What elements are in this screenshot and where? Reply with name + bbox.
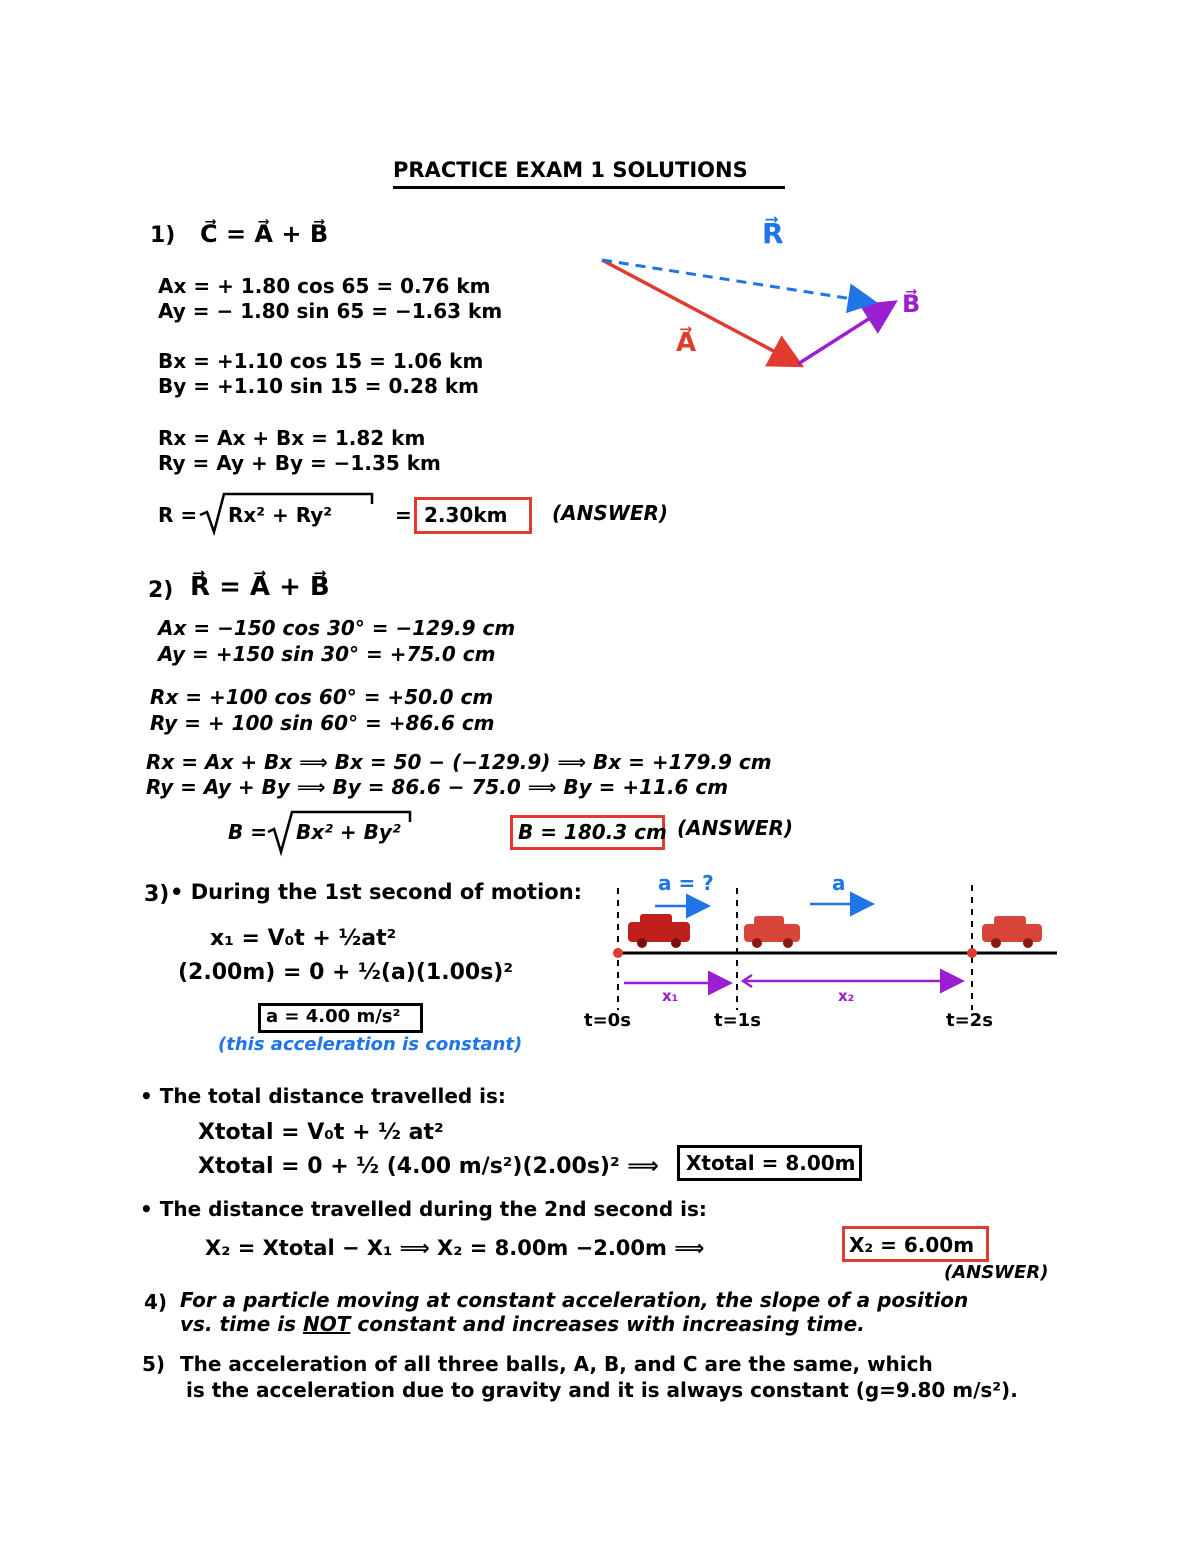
p1-answer-label: (ANSWER) [552, 501, 669, 525]
car-t1 [744, 916, 800, 948]
p3-eq2: (2.00m) = 0 + ½(a)(1.00s)² [178, 960, 513, 985]
vector-R-label: R⃗ [762, 217, 784, 250]
p5-line2: is the acceleration due to gravity and it is always constant (g=9.80 m/s²). [186, 1378, 1018, 1402]
vector-A-label: A⃗ [676, 328, 697, 358]
p2-ax: Ax = −150 cos 30° = −129.9 cm [158, 616, 516, 640]
car-t0 [628, 914, 690, 948]
p2-b-lhs: B = [228, 820, 267, 844]
total-eq2: Xtotal = 0 + ½ (4.00 m/s²)(2.00s)² ⟹ [198, 1154, 659, 1179]
p3-answer: a = 4.00 m/s² [266, 1006, 401, 1027]
p5-line1: The acceleration of all three balls, A, B, and C are the same, which [180, 1352, 933, 1376]
p5-number: 5) [142, 1352, 166, 1376]
time-t1: t=1s [714, 1010, 761, 1031]
p1-equation: C⃗ = A⃗ + B⃗ [200, 220, 329, 248]
p3-eq1: x₁ = V₀t + ½at² [210, 926, 397, 951]
p2-ry: Ry = + 100 sin 60° = +86.6 cm [150, 711, 495, 735]
p4-line1: For a particle moving at constant acceleration, the slope of a position [180, 1288, 969, 1312]
total-answer: Xtotal = 8.00m [686, 1151, 856, 1175]
second-answer: X₂ = 6.00m [849, 1233, 975, 1257]
p1-bx: Bx = +1.10 cos 15 = 1.06 km [158, 349, 484, 373]
p1-r-lhs: R = [158, 503, 198, 527]
time-t0: t=0s [584, 1010, 631, 1031]
p2-answer: B = 180.3 cm [518, 820, 667, 844]
x2-label: x₂ [838, 987, 855, 1005]
accel-unknown-label: a = ? [658, 871, 714, 895]
p3-intro: • During the 1st second of motion: [170, 880, 583, 904]
p1-answer: 2.30km [424, 503, 508, 527]
page-title: PRACTICE EXAM 1 SOLUTIONS [393, 158, 748, 182]
start-dot [613, 948, 623, 958]
total-intro: • The total distance travelled is: [140, 1084, 506, 1108]
p2-number: 2) [148, 578, 174, 603]
p2-rx: Rx = +100 cos 60° = +50.0 cm [150, 685, 494, 709]
p1-ax: Ax = + 1.80 cos 65 = 0.76 km [158, 274, 491, 298]
p2-answer-label: (ANSWER) [677, 816, 794, 840]
p1-ay: Ay = − 1.80 sin 65 = −1.63 km [158, 299, 503, 323]
p4-line2-a: vs. time is [180, 1312, 304, 1336]
p3-number: 3) [144, 882, 170, 907]
second-answer-label: (ANSWER) [944, 1262, 1049, 1283]
p1-by: By = +1.10 sin 15 = 0.28 km [158, 374, 479, 398]
end-dot [967, 948, 977, 958]
accel-label: a [832, 871, 846, 895]
p2-equation: R⃗ = A⃗ + B⃗ [190, 572, 330, 602]
x1-label: x₁ [662, 987, 679, 1005]
time-t2: t=2s [946, 1010, 993, 1031]
p3-note: (this acceleration is constant) [218, 1034, 523, 1055]
p2-line2: Ry = Ay + By ⟹ By = 86.6 − 75.0 ⟹ By = +11.6 cm [146, 775, 729, 799]
second-eq: X₂ = Xtotal − X₁ ⟹ X₂ = 8.00m −2.00m ⟹ [205, 1236, 705, 1260]
p4-line2 [180, 1314, 865, 1334]
p2-b-radicand: Bx² + By² [296, 820, 401, 844]
p1-r-equals: = [395, 503, 412, 527]
p2-ay: Ay = +150 sin 30° = +75.0 cm [158, 642, 496, 666]
p1-r-radicand: Rx² + Ry² [228, 503, 333, 527]
car-t2 [982, 916, 1042, 948]
p2-line1: Rx = Ax + Bx ⟹ Bx = 50 − (−129.9) ⟹ Bx = +179.9 cm [146, 750, 772, 774]
vector-B-label: B⃗ [902, 290, 921, 318]
p4-line2-c: constant and increases with increasing time. [350, 1312, 865, 1336]
second-intro: • The distance travelled during the 2nd second is: [140, 1197, 707, 1221]
total-eq1: Xtotal = V₀t + ½ at² [198, 1120, 444, 1145]
p1-ry: Ry = Ay + By = −1.35 km [158, 451, 441, 475]
p4-line2-not: NOT [303, 1312, 351, 1336]
p4-number: 4) [144, 1290, 168, 1314]
p1-number: 1) [150, 223, 176, 248]
p1-rx: Rx = Ax + Bx = 1.82 km [158, 426, 426, 450]
